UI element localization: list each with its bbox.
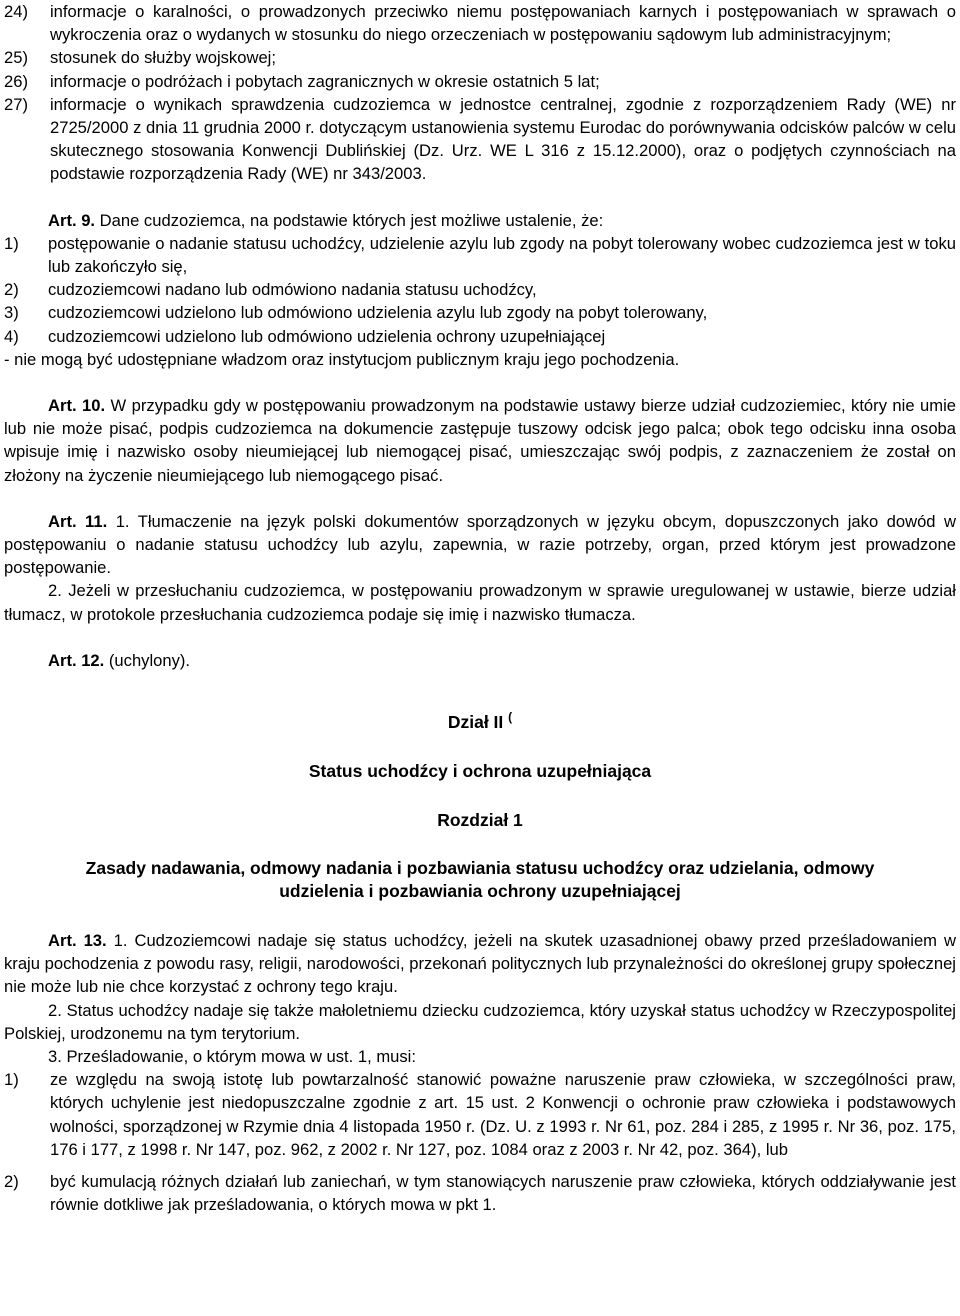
list-item	[4, 93, 956, 186]
item-number: 24)	[4, 2, 28, 21]
article-11-p1	[4, 510, 956, 580]
item-number: 26)	[4, 71, 28, 91]
list-item	[4, 1068, 956, 1161]
article-9-closing: - nie mogą być udostępniane władzom oraz instytucjom publicznym kraju jego pochodzenia.	[4, 349, 680, 369]
item-text: informacje o podróżach i pobytach zagranicznych w okresie ostatnich 5 lat;	[50, 71, 600, 91]
item-text: postępowanie o nadanie statusu uchodźcy, udzielenie azylu lub zgody na pobyt tolerowany wobec cudzoziemca jest w toku lub zakończyło się,	[48, 233, 956, 277]
chapter-title: Rozdział 1	[437, 810, 523, 831]
item-text: cudzoziemcowi udzielono lub odmówiono udzielenia ochrony uzupełniającej	[48, 326, 606, 346]
list-item	[4, 325, 956, 348]
article-10	[4, 394, 956, 487]
item-number: 1)	[4, 233, 19, 253]
item-number: 2)	[4, 1171, 19, 1191]
article-9-intro	[4, 209, 956, 232]
article-label: Art. 13.	[48, 930, 107, 950]
list-item	[4, 278, 956, 301]
item-number: 3)	[4, 303, 19, 323]
article-text: 1. Tłumaczenie na język polski dokumentów sporządzonych w języku obcym, dopuszczonych jako dowód w postępowaniu o nadanie statusu uchodźcy lub azylu, zapewnia, w razie potrzeby, organ, przed którym jest prowadzone postępowanie.	[4, 511, 956, 578]
article-label: Art. 12.	[48, 650, 105, 670]
item-text: cudzoziemcowi nadano lub odmówiono nadania statusu uchodźcy,	[48, 280, 537, 300]
article-text: Dane cudzoziemca, na podstawie których jest możliwe ustalenie, że:	[99, 210, 604, 230]
list-item	[4, 301, 956, 324]
article-text: W przypadku gdy w postępowaniu prowadzonym na podstawie ustawy bierze udział cudzoziemiec, który nie umie lub nie może pisać, podpis cudzoziemca na dokumencie zastępuje tuszowy odcisk jego palca; obok tego odcisku inna osoba wpisuje imię i nazwisko osoby nieumiejącej lub niemogącej pisać, umieszczając swój podpis, z zaznaczeniem że został on złożony na życzenie nieumiejącego lub niemogącego pisać.	[4, 396, 956, 485]
list-item	[4, 70, 956, 93]
article-text: (uchylony).	[108, 650, 191, 670]
article-text: 1. Cudzoziemcowi nadaje się status uchodźcy, jeżeli na skutek uzasadnionej obawy przed prześladowaniem w kraju pochodzenia z powodu rasy, religii, narodowości, przekonań politycznych lub przynależności do określonej grupy społecznej nie może lub nie chce korzystać z ochrony tego kraju.	[4, 930, 956, 997]
division-title	[4, 706, 956, 734]
item-text: informacje o wynikach sprawdzenia cudzoziemca w jednostce centralnej, zgodnie z rozporządzeniem Rady (WE) nr 2725/2000 z dnia 11 grudnia 2000 r. dotyczącym ustanowienia systemu Eurodac do porównywania odcisków palców w celu skutecznego stosowania Konwencji Dublińskiej (Dz. Urz. WE L 316 z 15.12.2000), oraz o podjętych czynnościach na podstawie rozporządzenia Rady (WE) nr 343/2003.	[50, 94, 956, 184]
list-item	[4, 1170, 956, 1216]
list-item	[4, 0, 956, 46]
article-11-p2: 2. Jeżeli w przesłuchaniu cudzoziemca, w postępowaniu prowadzonym w sprawie uregulowanej w ustawie, bierze udział tłumacz, w protokole przesłuchania cudzoziemca podaje się imię i nazwisko tłumacza.	[4, 581, 956, 624]
article-13-p1	[4, 929, 956, 999]
item-number: 4)	[4, 326, 19, 346]
item-text: cudzoziemcowi udzielono lub odmówiono udzielenia azylu lub zgody na pobyt tolerowany,	[48, 303, 708, 323]
item-text: informacje o karalności, o prowadzonych przeciwko niemu postępowaniach karnych i postępowaniach w sprawach o wykroczenia oraz o wydanych w stosunku do niego orzeczeniach w postępowaniu sądowym lub administracyjnym;	[50, 2, 956, 45]
item-text: stosunek do służby wojskowej;	[50, 48, 276, 68]
footnote-marker: (	[508, 710, 513, 725]
item-text: być kumulacją różnych działań lub zaniechań, w tym stanowiących naruszenie praw człowieka, których oddziaływanie jest równie dotkliwe jak prześladowania, o których mowa w pkt 1.	[50, 1171, 956, 1215]
article-13-p2: 2. Status uchodźcy nadaje się także małoletniemu dziecku cudzoziemca, który uzyskał status uchodźcy w Rzeczypospolitej Polskiej, urodzonemu na tym terytorium.	[4, 1000, 956, 1043]
item-number: 1)	[4, 1070, 19, 1090]
list-item	[4, 46, 956, 69]
article-12	[4, 649, 956, 672]
item-number: 27)	[4, 94, 28, 114]
article-label: Art. 10.	[48, 396, 106, 416]
article-label: Art. 9.	[48, 210, 96, 230]
chapter-heading-line: udzielenia i pozbawiania ochrony uzupełniającej	[279, 880, 681, 901]
chapter-heading-line: Zasady nadawania, odmowy nadania i pozbawiania statusu uchodźcy oraz udzielania, odmowy	[85, 857, 875, 878]
division-title-text: Dział II	[447, 711, 504, 732]
item-number: 2)	[4, 280, 19, 300]
item-number: 25)	[4, 48, 28, 68]
division-subtitle: Status uchodźcy i ochrona uzupełniająca	[308, 761, 652, 782]
item-text: ze względu na swoją istotę lub powtarzalność stanowić poważne naruszenie praw człowieka, w szczególności praw, których uchylenie jest niedopuszczalne zgodnie z art. 15 ust. 2 Konwencji o ochronie praw człowieka i podstawowych wolności, sporządzonej w Rzymie dnia 4 listopada 1950 r. (Dz. U. z 1993 r. Nr 61, poz. 284 i 285, z 1995 r. Nr 36, poz. 175, 176 i 177, z 1998 r. Nr 147, poz. 962, z 2002 r. Nr 127, poz. 1084 oraz z 2003 r. Nr 42, poz. 364), lub	[50, 1070, 956, 1159]
article-13-p3: 3. Prześladowanie, o którym mowa w ust. 1, musi:	[48, 1046, 416, 1066]
article-label: Art. 11.	[48, 511, 108, 531]
list-item	[4, 232, 956, 278]
